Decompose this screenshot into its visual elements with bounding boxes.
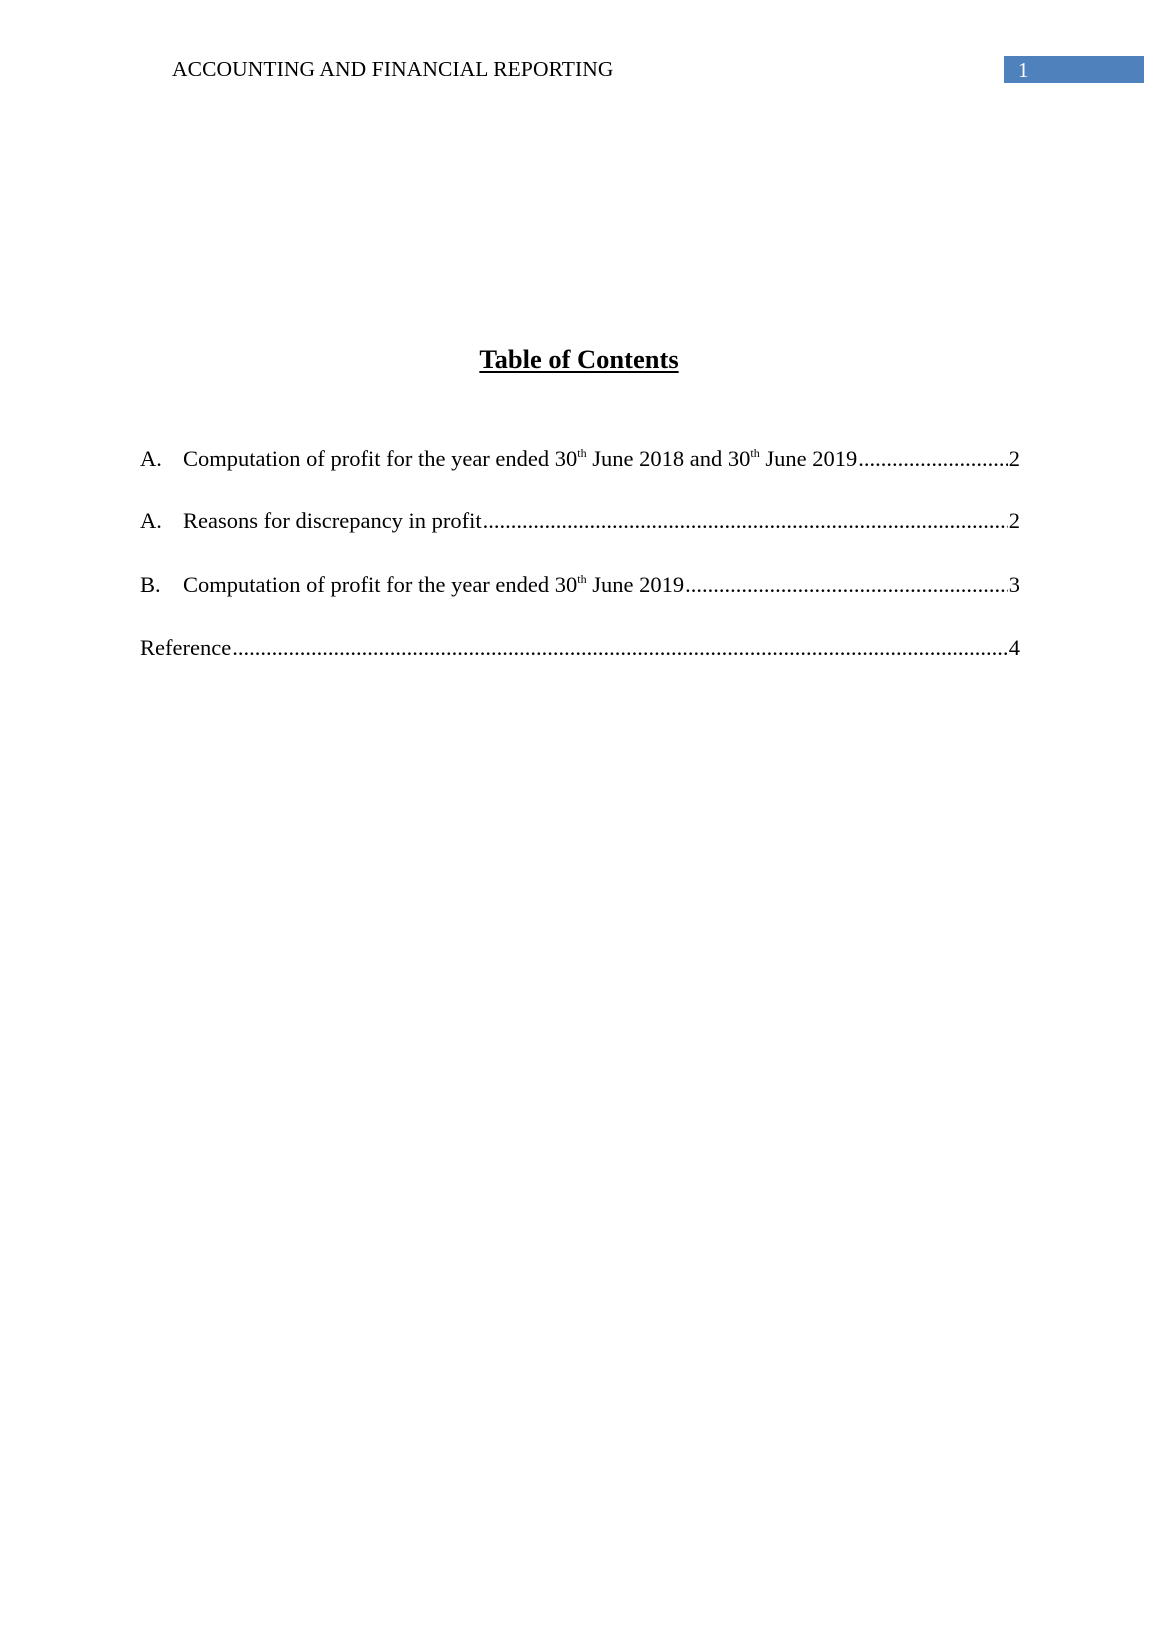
toc-entry-marker: B. (140, 572, 161, 597)
toc-entry-reference[interactable] (140, 633, 1020, 663)
toc-entry-text: Reference (140, 635, 232, 660)
toc-entry-computation-2018-2019[interactable] (140, 444, 1020, 474)
toc-entry-page: 2 (1008, 508, 1020, 533)
toc-dot-leader (232, 633, 1008, 663)
toc-entry-reasons-discrepancy[interactable] (140, 506, 1020, 536)
toc-entry-text: Computation of profit for the year ended 30th June 2018 and 30th June 2019 (183, 446, 858, 471)
toc-dot-leader (858, 444, 1008, 474)
toc-entry-page: 4 (1008, 635, 1020, 660)
toc-entry-text: Computation of profit for the year ended 30th June 2019 (183, 572, 685, 597)
toc-heading: Table of Contents (479, 344, 679, 374)
toc-entry-computation-2019[interactable] (140, 570, 1020, 600)
page-number: 1 (1018, 58, 1029, 82)
toc-dot-leader (483, 506, 1008, 536)
page-number-badge (1004, 56, 1144, 83)
toc-entry-marker: A. (140, 446, 162, 471)
toc-dot-leader (685, 570, 1008, 600)
toc-entry-page: 3 (1008, 572, 1020, 597)
running-header-title: ACCOUNTING AND FINANCIAL REPORTING (172, 57, 614, 81)
toc-entry-page: 2 (1008, 446, 1020, 471)
toc-entry-text: Reasons for discrepancy in profit (183, 508, 482, 533)
toc-entry-marker: A. (140, 508, 162, 533)
